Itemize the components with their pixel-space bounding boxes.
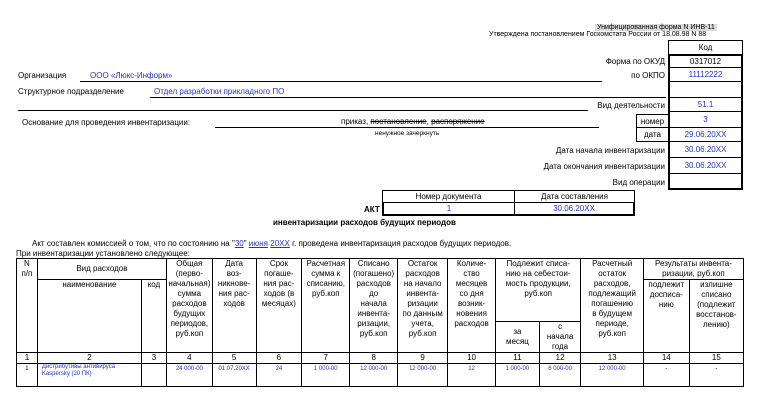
code-header: Код <box>668 40 743 54</box>
h-year: с начала года <box>539 322 581 353</box>
row-months[interactable]: 12 <box>448 364 496 387</box>
table-row <box>17 364 744 387</box>
basis-options <box>341 117 485 126</box>
basis-resolution[interactable]: постановление <box>370 117 427 126</box>
num-cell: 3 <box>141 353 166 364</box>
h-months: Количе- ство месяцев со дня возник- новения расходов <box>448 259 496 353</box>
doc-number-header: Номер документа <box>382 190 515 203</box>
start-value[interactable]: 30.06.20XX <box>668 142 743 158</box>
act-title: инвентаризации расходов будущих периодов <box>273 218 456 227</box>
end-label: Дата окончания инвентаризации <box>543 162 665 171</box>
blank-underline <box>18 110 588 111</box>
h-rest: Остаток расходов на начало инвента- ризации по данным учета, руб.коп <box>398 259 448 353</box>
okpo-label: по ОКПО <box>631 71 665 80</box>
activity-label: Вид деятельности <box>597 101 665 110</box>
h-add: подлежит досписа- нию <box>643 280 689 353</box>
row-origin[interactable]: 01.07.20XX <box>212 364 256 387</box>
num-cell: 9 <box>398 353 448 364</box>
h-results: Результаты инвента- ризации, руб.коп <box>643 259 743 280</box>
date-value[interactable]: 29.06.20XX <box>668 128 743 142</box>
basis-hint: ненужное зачеркнуть <box>375 130 440 137</box>
num-cell: 6 <box>256 353 302 364</box>
row-year[interactable]: 6 000-00 <box>539 364 581 387</box>
okud-label: Форма по ОКУД <box>605 57 665 66</box>
row-code[interactable] <box>141 364 166 387</box>
row-future[interactable]: 12 000-00 <box>581 364 643 387</box>
h-cost: Подлежит списа- нию на себестои- мость продукции, руб.коп <box>496 259 581 322</box>
act-sentence <box>32 239 511 248</box>
row-written[interactable]: 12 000-00 <box>350 364 398 387</box>
h-written: Списано (погашено) расходов до начала инвента- ризации, руб.коп <box>350 259 398 353</box>
num-cell: 1 <box>17 353 38 364</box>
number-value[interactable]: 3 <box>668 112 743 128</box>
start-label: Дата начала инвентаризации <box>555 146 665 155</box>
end-value[interactable]: 30.06.20XX <box>668 158 743 174</box>
num-cell: 4 <box>166 353 212 364</box>
row-total[interactable]: 24 000-00 <box>166 364 212 387</box>
doc-number[interactable]: 1 <box>382 203 515 216</box>
num-cell: 13 <box>581 353 643 364</box>
date-label: дата <box>636 128 668 142</box>
row-calc[interactable]: 1 000-00 <box>302 364 350 387</box>
num-cell: 2 <box>37 353 141 364</box>
row-n: 1 <box>17 364 38 387</box>
row-term[interactable]: 24 <box>256 364 302 387</box>
form-unified: Унифицированная форма N ИНВ-11 <box>597 24 715 31</box>
num-cell: 14 <box>643 353 689 364</box>
okpo-value[interactable]: 11112222 <box>668 68 743 82</box>
number-label: номер <box>636 114 668 128</box>
row-add[interactable]: - <box>643 364 689 387</box>
expenses-table <box>16 258 744 387</box>
num-cell: 11 <box>496 353 540 364</box>
h-calc: Расчетная сумма к списанию, руб.коп <box>302 259 350 353</box>
h-origin: Дата воз- никнове- ния рас- ходов <box>212 259 256 353</box>
doc-date-header: Дата составления <box>515 190 635 203</box>
doc-date[interactable]: 30.06.20XX <box>515 203 635 216</box>
sentence-c: г. проведена инвентаризация расходов будущих периодов. <box>292 239 512 248</box>
act-word: АКТ <box>364 205 380 214</box>
org-value[interactable]: ООО «Люкс-Информ» <box>90 71 173 80</box>
h-code: код <box>141 280 166 353</box>
row-name[interactable]: Дистрибутивы антивируса Kaspersky (20 ПК) <box>37 364 141 387</box>
operation-value[interactable] <box>668 174 743 190</box>
h-future: Расчетный остаток расходов, подлежащий погашению в будущем периоде, руб.коп <box>581 259 643 353</box>
h-excess: излишне списано (подлежит восстанов- лению) <box>689 280 743 353</box>
h-month: за месяц <box>496 322 540 353</box>
h-total: Общая (перво- начальная) сумма расходов будущих периодов, руб.коп <box>166 259 212 353</box>
h-kind: Вид расходов <box>37 259 166 280</box>
basis-instruction[interactable]: распоряжение <box>431 117 485 126</box>
basis-order[interactable]: приказ, <box>341 117 369 126</box>
act-year[interactable]: 20ХХ <box>270 239 290 248</box>
num-cell: 12 <box>539 353 581 364</box>
empty-code-1 <box>668 82 743 98</box>
established: При инвентаризации установлено следующее: <box>16 249 190 258</box>
sentence-b: " <box>243 239 247 248</box>
num-cell: 8 <box>350 353 398 364</box>
row-excess[interactable]: - <box>689 364 743 387</box>
num-cell: 10 <box>448 353 496 364</box>
basis-underline <box>215 127 599 128</box>
operation-label: Вид операции <box>612 178 665 187</box>
basis-sep: , <box>426 117 429 126</box>
okud-value[interactable]: 0317012 <box>668 54 743 68</box>
form-approved: Утверждена постановлением Госкомстата России от 18.08.98 N 88 <box>489 31 707 38</box>
act-month[interactable]: июня <box>248 239 269 248</box>
sentence-a: Акт составлен комиссией о том, что по состоянию на " <box>32 239 235 248</box>
h-name: наименование <box>37 280 141 353</box>
activity-value[interactable]: 51.1 <box>668 98 743 112</box>
org-underline <box>80 81 602 82</box>
division-value[interactable]: Отдел разработки прикладного ПО <box>154 87 285 96</box>
num-cell: 15 <box>689 353 743 364</box>
act-day[interactable]: 30 <box>234 239 244 248</box>
h-term: Срок погаше- ния рас- ходов (в месяцах) <box>256 259 302 353</box>
basis-label: Основание для проведения инвентаризации: <box>22 118 191 127</box>
num-cell: 7 <box>302 353 350 364</box>
org-label: Организация <box>18 71 67 80</box>
division-label: Структурное подразделение <box>18 87 124 96</box>
h-n: N п/п <box>17 259 38 353</box>
num-cell: 5 <box>212 353 256 364</box>
division-underline <box>150 97 666 98</box>
row-month[interactable]: 1 000-00 <box>496 364 540 387</box>
row-rest[interactable]: 12 000-00 <box>398 364 448 387</box>
